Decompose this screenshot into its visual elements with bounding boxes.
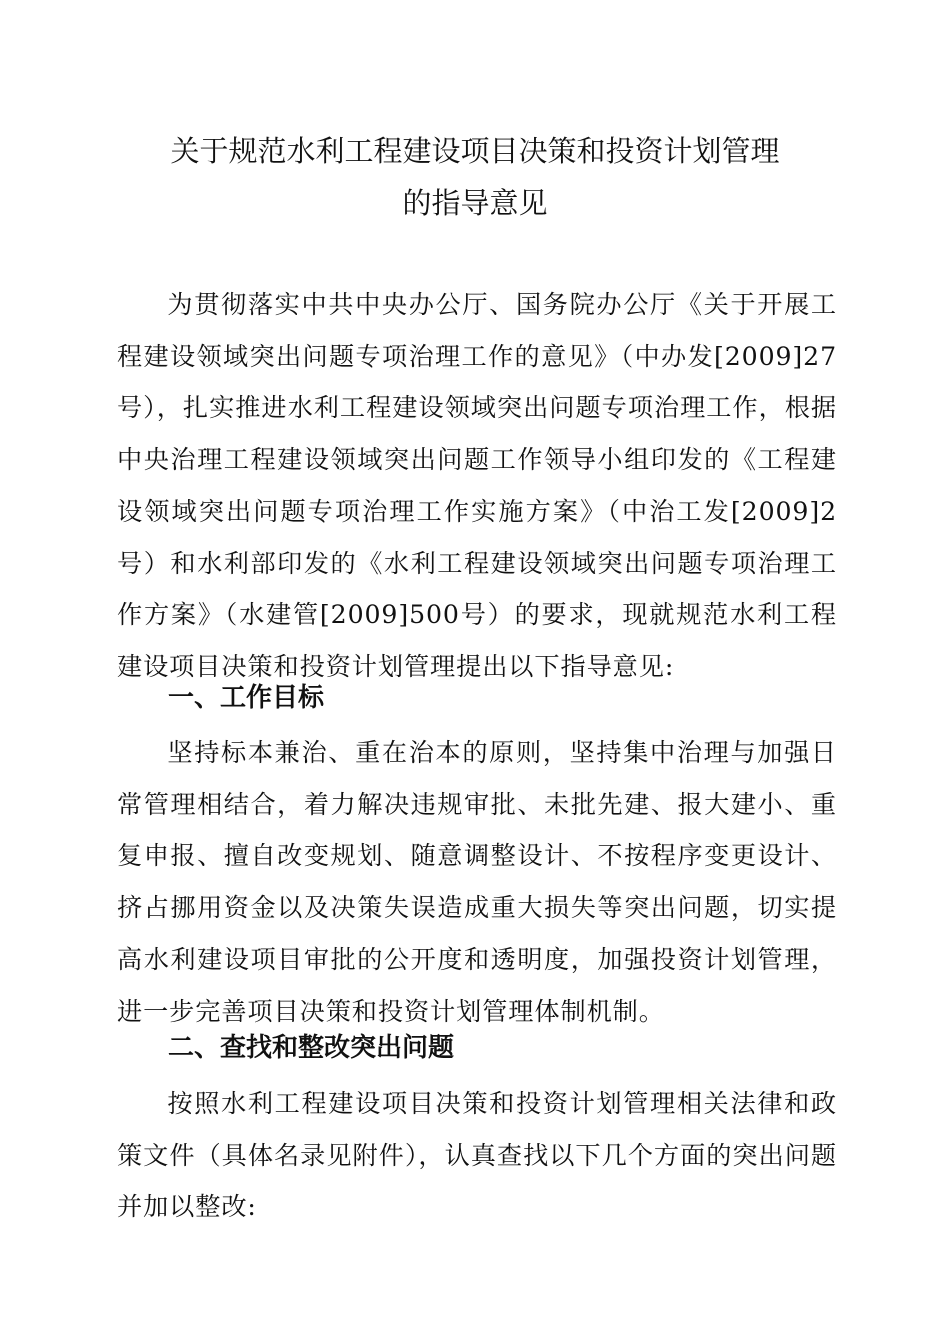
intro-paragraph: 为贯彻落实中共中央办公厅、国务院办公厅《关于开展工程建设领域突出问题专项治理工作的意见》（中办发[2009]27号），扎实推进水利工程建设领域突出问题专项治理工作，根据中央治理工程建设领域突出问题工作领导小组印发的《工程建设领域突出问题专项治理工作实施方案》（中治工发[2009]2号）和水利部印发的《水利工程建设领域突出问题专项治理工作方案》（水建管[2009]500号）的要求，现就规范水利工程建设项目决策和投资计划管理提出以下指导意见:: [117, 290, 837, 681]
work-goals-paragraph: 坚持标本兼治、重在治本的原则，坚持集中治理与加强日常管理相结合，着力解决违规审批、未批先建、报大建小、重复申报、擅自改变规划、随意调整设计、不按程序变更设计、挤占挪用资金以及决策失误造成重大损失等突出问题，切实提高水利建设项目审批的公开度和透明度，加强投资计划管理，进一步完善项目决策和投资计划管理体制机制。: [117, 738, 837, 1026]
document-title-line-1: 关于规范水利工程建设项目决策和投资计划管理: [170, 134, 780, 168]
identify-rectify-paragraph: 按照水利工程建设项目决策和投资计划管理相关法律和政策文件（具体名录见附件），认真查找以下几个方面的突出问题并加以整改:: [117, 1089, 837, 1222]
section-heading-work-goals: 一、工作目标: [168, 683, 325, 713]
document-title-line-2: 的指导意见: [402, 186, 548, 220]
section-heading-identify-rectify: 二、查找和整改突出问题: [168, 1033, 455, 1063]
